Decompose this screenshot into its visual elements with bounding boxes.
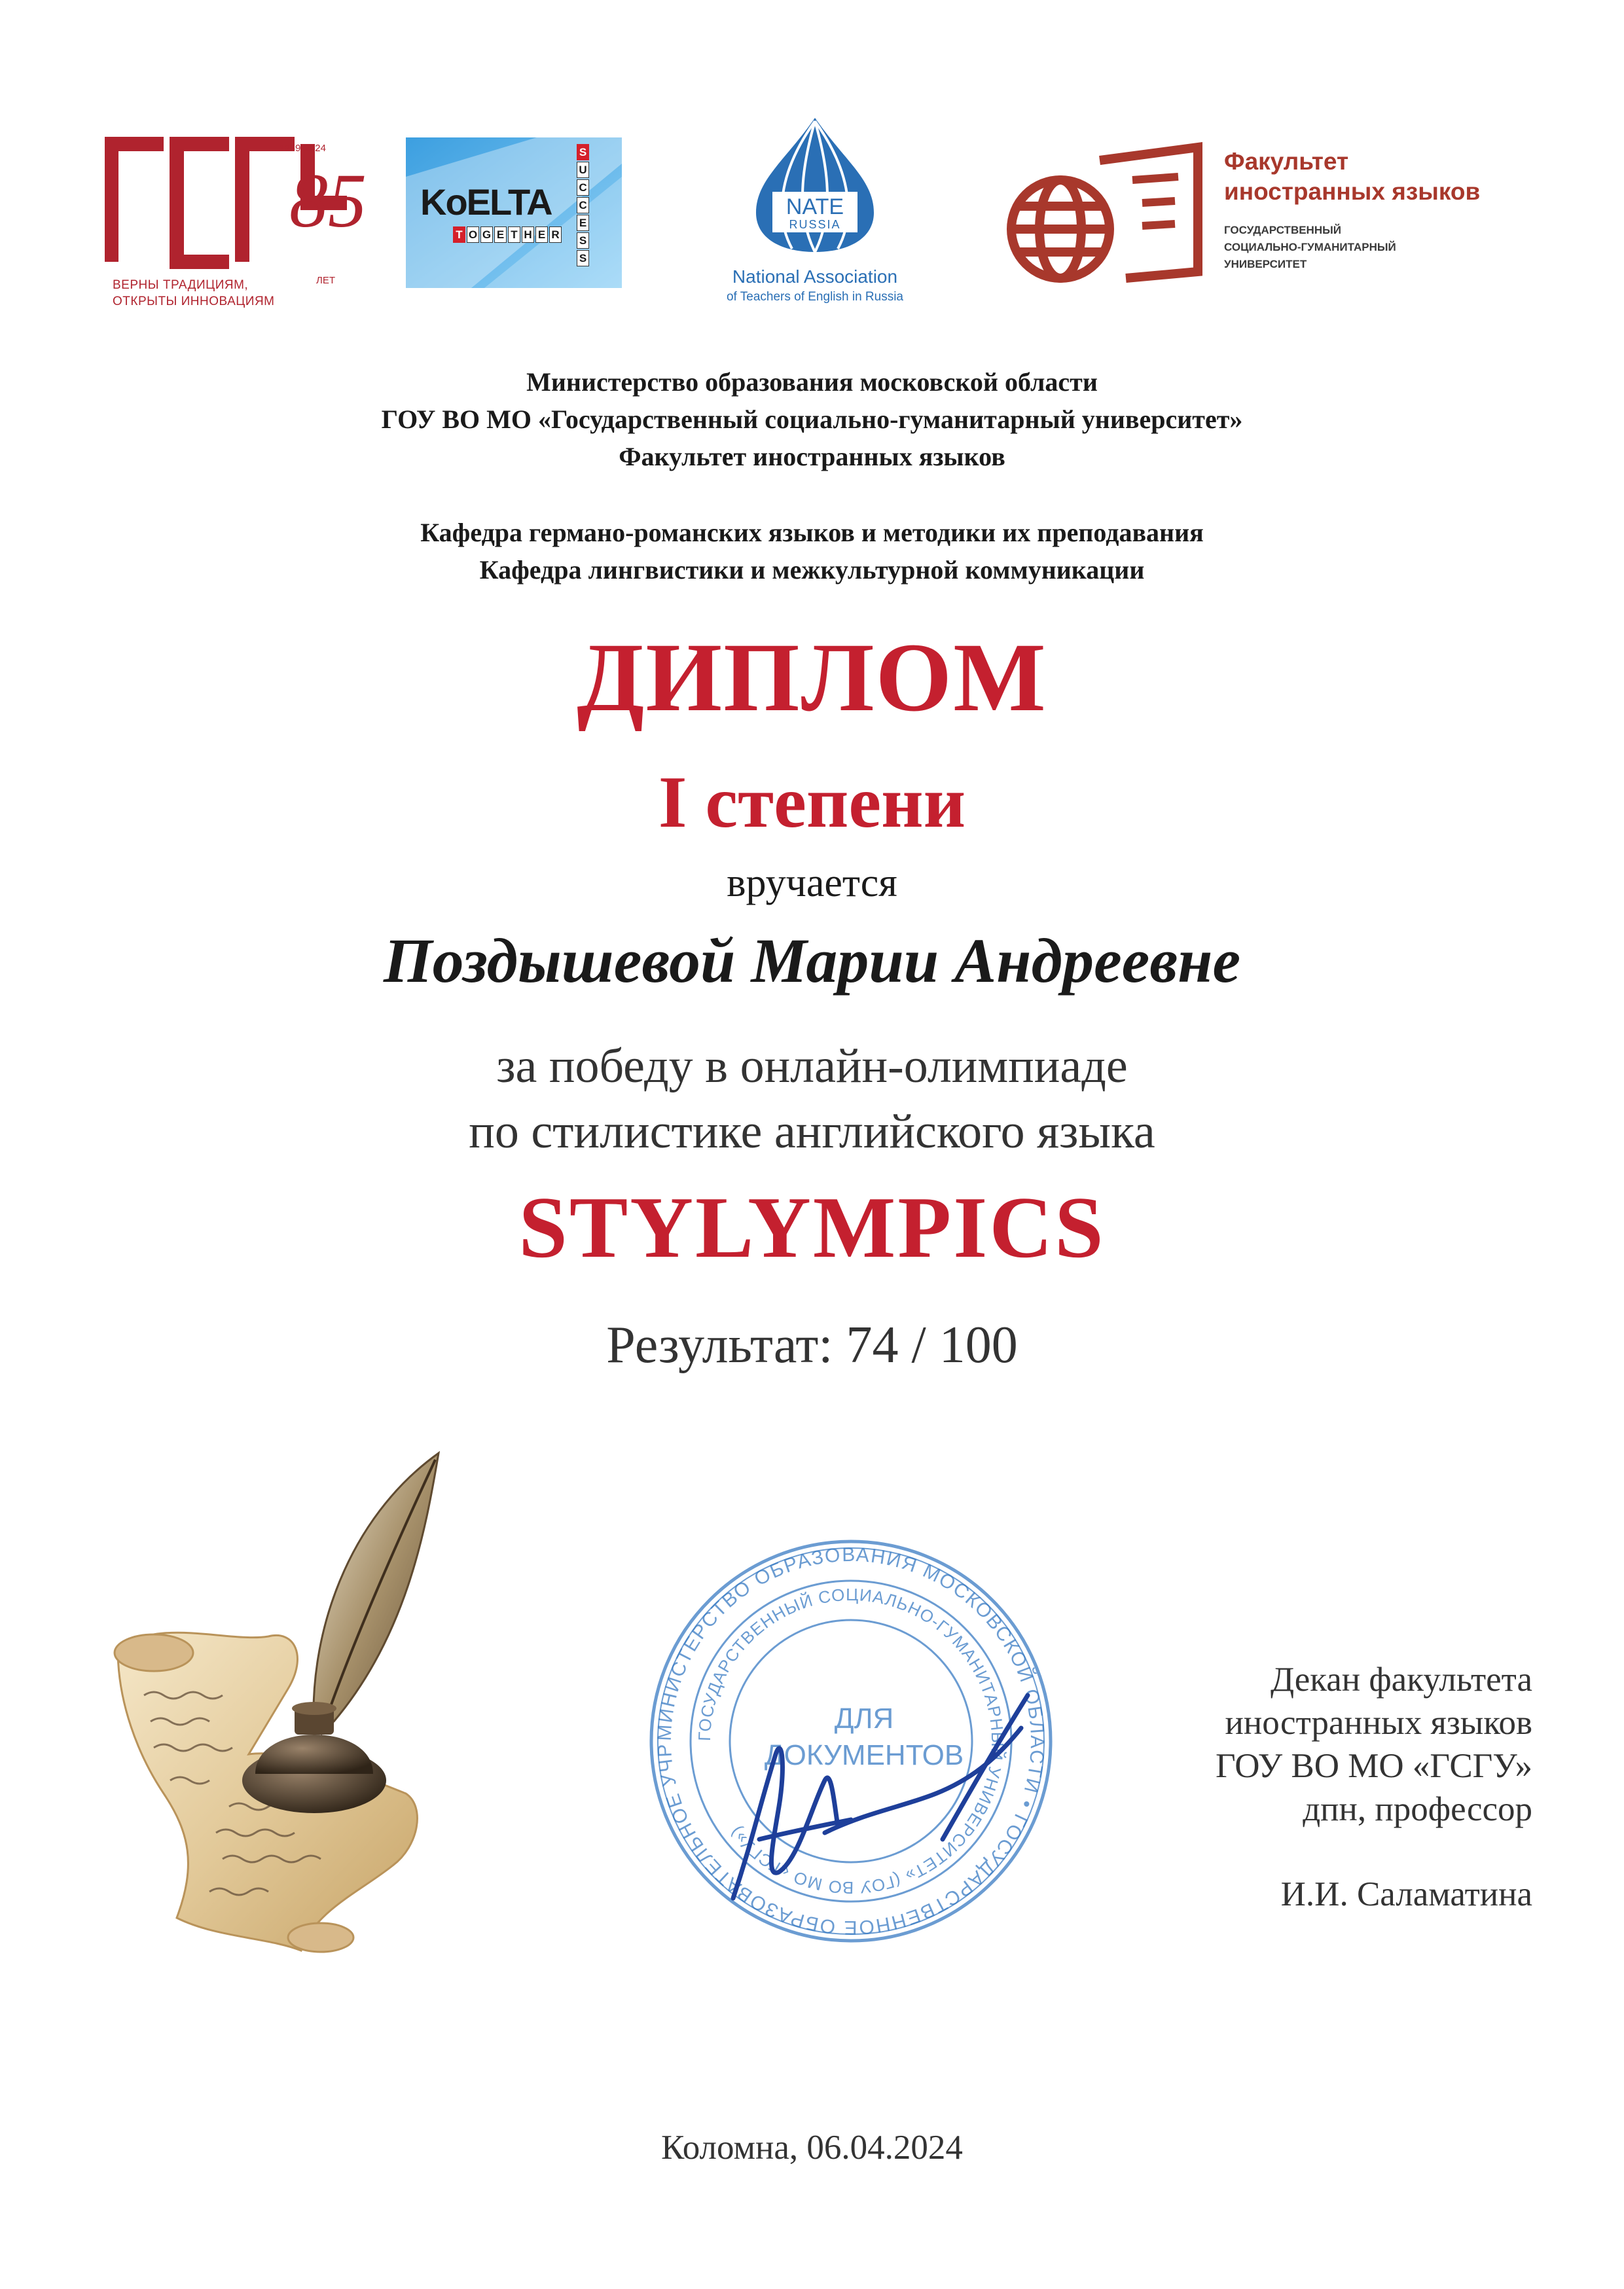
faculty-sub-2: СОЦИАЛЬНО-ГУМАНИТАРНЫЙ	[1224, 241, 1396, 253]
koelta-tile: S	[577, 250, 589, 266]
award-reason-line-1: за победу в онлайн-олимпиаде	[496, 1039, 1128, 1093]
signatory-line-1: Декан факультета	[1270, 1661, 1532, 1699]
faculty-line: Факультет иностранных языков	[619, 442, 1005, 471]
koelta-tile: E	[494, 226, 507, 243]
diploma-title: ДИПЛОМ	[577, 623, 1047, 732]
koelta-tile: R	[549, 226, 562, 243]
seal-outer-text: МИНИСТЕРСТВО ОБРАЗОВАНИЯ МОСКОВСКОЙ ОБЛАСТИ • ГОСУДАРСТВЕННОЕ ОБРАЗОВАТЕЛЬНОЕ УЧР	[653, 1543, 1049, 1939]
faculty-sub-3: УНИВЕРСИТЕТ	[1224, 258, 1307, 270]
koelta-tiles-down	[577, 144, 590, 268]
gsgu-let-label: ЛЕТ	[316, 275, 335, 286]
nate-dome-icon	[710, 115, 920, 259]
koelta-title: KoELTA	[420, 181, 552, 223]
nate-dome-sub: RUSSIA	[789, 218, 841, 231]
koelta-tile: U	[577, 162, 589, 178]
result-score: Результат: 74 / 100	[606, 1316, 1018, 1374]
ministry-line: Министерство образования московской области	[526, 367, 1098, 397]
koelta-tile: G	[480, 226, 493, 243]
koelta-tile: T	[508, 226, 520, 243]
signatory-line-3: ГОУ ВО МО «ГСГУ»	[1215, 1747, 1532, 1785]
gsgu-anniversary-number: 85	[289, 158, 367, 243]
department-line-1: Кафедра германо-романских языков и методики их преподавания	[420, 518, 1204, 547]
nate-dome-top: NATE	[785, 194, 844, 219]
official-seal	[628, 1532, 1074, 1951]
faculty-title-2: иностранных языков	[1224, 178, 1481, 205]
department-line-2: Кафедра лингвистики и межкультурной коммуникации	[479, 555, 1145, 585]
koelta-logo	[406, 137, 622, 288]
recipient-name: Поздышевой Марии Андреевне	[383, 926, 1241, 996]
koelta-tiles-across	[453, 226, 563, 243]
quill-inkwell-icon	[98, 1440, 504, 1977]
faculty-sub-1: ГОСУДАРСТВЕННЫЙ	[1224, 224, 1341, 236]
koelta-tile: C	[577, 179, 589, 196]
signatory-line-4: дпн, профессор	[1303, 1790, 1532, 1828]
koelta-tile: S	[577, 232, 589, 249]
nate-russia-logo	[710, 115, 920, 311]
gsgu-tagline-2: ОТКРЫТЫ ИННОВАЦИЯМ	[113, 295, 275, 308]
signatory-name: И.И. Саламатина	[1280, 1875, 1532, 1913]
award-reason-line-2: по стилистике английского языка	[469, 1105, 1155, 1159]
koelta-tile: S	[577, 144, 589, 160]
place-date-footer: Коломна, 06.04.2024	[661, 2129, 963, 2167]
faculty-logo	[1001, 141, 1525, 304]
olympiad-name: STYLYMPICS	[518, 1179, 1106, 1276]
seal-inner-text: ГОСУДАРСТВЕННЫЙ СОЦИАЛЬНО-ГУМАНИТАРНЫЙ УНИВЕРСИТЕТ» (ГОУ ВО МО «ГСГУ»)	[694, 1584, 1008, 1898]
seal-center-2: ДОКУМЕНТОВ	[764, 1739, 964, 1771]
seal-center-1: ДЛЯ	[834, 1703, 894, 1735]
koelta-tile: E	[577, 215, 589, 231]
gsgu-85-logo	[105, 131, 367, 314]
koelta-tile: H	[522, 226, 534, 243]
koelta-tile: C	[577, 197, 589, 213]
seal-stamp	[628, 1532, 1074, 1951]
koelta-tile: T	[453, 226, 465, 243]
awarded-label: вручается	[727, 861, 897, 905]
nate-line-2: of Teachers of English in Russia	[726, 290, 904, 304]
nate-line-1: National Association	[732, 266, 898, 287]
gsgu-tagline-1: ВЕРНЫ ТРАДИЦИЯМ,	[113, 278, 249, 292]
diploma-degree: I степени	[658, 762, 966, 843]
quill-scroll-illustration	[98, 1440, 504, 1977]
koelta-tile: O	[467, 226, 479, 243]
globe-book-icon	[1001, 141, 1211, 291]
faculty-title-1: Факультет	[1224, 148, 1349, 175]
koelta-tile: E	[535, 226, 548, 243]
signatory-line-2: иностранных языков	[1225, 1704, 1532, 1742]
gsgu-years: 1939•2024	[279, 143, 326, 154]
university-line: ГОУ ВО МО «Государственный социально-гуманитарный университет»	[381, 405, 1243, 434]
